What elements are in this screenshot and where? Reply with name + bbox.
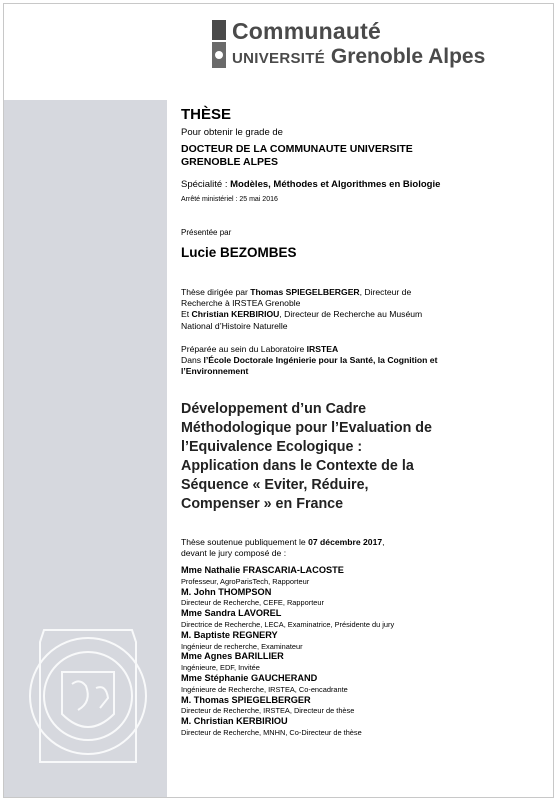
defense-text: , bbox=[382, 537, 385, 547]
defense-line bbox=[181, 537, 385, 548]
direction-text: , Directeur de bbox=[359, 287, 412, 297]
jury-member bbox=[181, 695, 394, 717]
defense-info bbox=[181, 537, 385, 559]
jury-member-role: Ingénieur de recherche, Examinateur bbox=[181, 641, 303, 651]
jury-member-role: Directrice de Recherche, LECA, Examinatrice, Présidente du jury bbox=[181, 619, 395, 629]
title-line: Séquence « Eviter, Réduire, bbox=[181, 477, 369, 493]
direction-line bbox=[181, 287, 422, 298]
title-line: Méthodologique pour l’Evaluation de bbox=[181, 420, 432, 436]
codirector-name: Christian KERBIRIOU bbox=[191, 309, 280, 320]
title-line: Développement d’un Cadre bbox=[181, 401, 367, 417]
laboratory-info bbox=[181, 344, 437, 378]
direction-line bbox=[181, 309, 422, 320]
jury-member-role: Ingénieure de Recherche, IRSTEA, Co-encadrante bbox=[181, 684, 348, 694]
specialite-value: Modèles, Méthodes et Algorithmes en Biologie bbox=[230, 179, 441, 190]
direction-line: National d’Histoire Naturelle bbox=[181, 320, 288, 331]
specialite-label: Spécialité : bbox=[181, 179, 231, 190]
direction-text: Et bbox=[181, 309, 192, 320]
degree-title-line2: GRENOBLE ALPES bbox=[181, 156, 279, 168]
jury-member-role: Professeur, AgroParisTech, Rapporteur bbox=[181, 576, 310, 586]
jury-member bbox=[181, 673, 394, 695]
thesis-title bbox=[181, 400, 432, 514]
jury-member-name: M. Christian KERBIRIOU bbox=[181, 716, 288, 727]
university-seal-icon bbox=[14, 612, 162, 770]
doctoral-school-cont: l’Environnement bbox=[181, 366, 249, 377]
jury-member-name: M. Baptiste REGNERY bbox=[181, 629, 278, 640]
direction-line: Recherche à IRSTEA Grenoble bbox=[181, 298, 301, 309]
degree-title bbox=[181, 143, 413, 169]
logo-line-universite bbox=[232, 45, 485, 69]
lab-line bbox=[181, 355, 437, 366]
direction-text: Thèse dirigée par bbox=[181, 287, 251, 297]
presentee-par: Présentée par bbox=[181, 228, 232, 237]
direction-text: , Directeur de Recherche au Muséum bbox=[279, 309, 423, 320]
thesis-heading: THÈSE bbox=[181, 106, 232, 123]
title-line: l’Equivalence Ecologique : bbox=[181, 439, 363, 455]
lab-text: Dans bbox=[181, 355, 204, 366]
specialite bbox=[181, 179, 440, 190]
jury-member-name: M. John THOMPSON bbox=[181, 586, 272, 597]
author-name: Lucie BEZOMBES bbox=[181, 245, 297, 260]
grade-intro: Pour obtenir le grade de bbox=[181, 127, 283, 138]
director-name: Thomas SPIEGELBERGER bbox=[250, 287, 360, 297]
jury-member bbox=[181, 651, 394, 673]
lab-name: IRSTEA bbox=[306, 344, 339, 354]
defense-line: devant le jury composé de : bbox=[181, 548, 287, 558]
cuga-logo-mark-icon bbox=[210, 20, 228, 68]
jury-member-name: Mme Sandra LAVOREL bbox=[181, 608, 282, 619]
jury-member bbox=[181, 587, 394, 609]
jury-member-name: Mme Nathalie FRASCARIA-LACOSTE bbox=[181, 565, 344, 575]
title-line: Compenser » en France bbox=[181, 496, 344, 512]
logo-line-communaute: Communauté bbox=[232, 18, 381, 44]
jury-member-role: Directeur de Recherche, MNHN, Co-Directeur de thèse bbox=[181, 727, 362, 737]
doctoral-school: l’École Doctorale Ingénierie pour la Santé, la Cognition et bbox=[203, 355, 438, 366]
logo-universite-word: UNIVERSITÉ bbox=[232, 50, 326, 67]
degree-title-line1: DOCTEUR DE LA COMMUNAUTE UNIVERSITE bbox=[181, 143, 413, 155]
thesis-direction bbox=[181, 287, 422, 332]
title-line: Application dans le Contexte de la bbox=[181, 458, 414, 474]
jury-member bbox=[181, 630, 394, 652]
jury-member bbox=[181, 716, 394, 738]
jury-member-role: Ingénieure, EDF, Invitée bbox=[181, 663, 260, 673]
defense-text: Thèse soutenue publiquement le bbox=[181, 537, 309, 547]
jury-member bbox=[181, 565, 394, 587]
jury-member-name: Mme Stéphanie GAUCHERAND bbox=[181, 673, 318, 684]
defense-date: 07 décembre 2017 bbox=[308, 537, 383, 547]
logo-grenoble-alpes: Grenoble Alpes bbox=[330, 45, 486, 68]
lab-line bbox=[181, 344, 437, 355]
lab-line bbox=[181, 366, 437, 377]
jury-member-role: Directeur de Recherche, IRSTEA, Directeur de thèse bbox=[181, 706, 355, 716]
jury-member-name: Mme Agnes BARILLIER bbox=[181, 651, 284, 662]
jury-list bbox=[181, 565, 394, 738]
jury-member-role: Directeur de Recherche, CEFE, Rapporteur bbox=[181, 598, 324, 608]
lab-text: Préparée au sein du Laboratoire bbox=[181, 344, 307, 354]
jury-member bbox=[181, 608, 394, 630]
arrete-ministeriel: Arrêté ministériel : 25 mai 2016 bbox=[181, 196, 278, 203]
jury-member-name: M. Thomas SPIEGELBERGER bbox=[181, 694, 311, 705]
